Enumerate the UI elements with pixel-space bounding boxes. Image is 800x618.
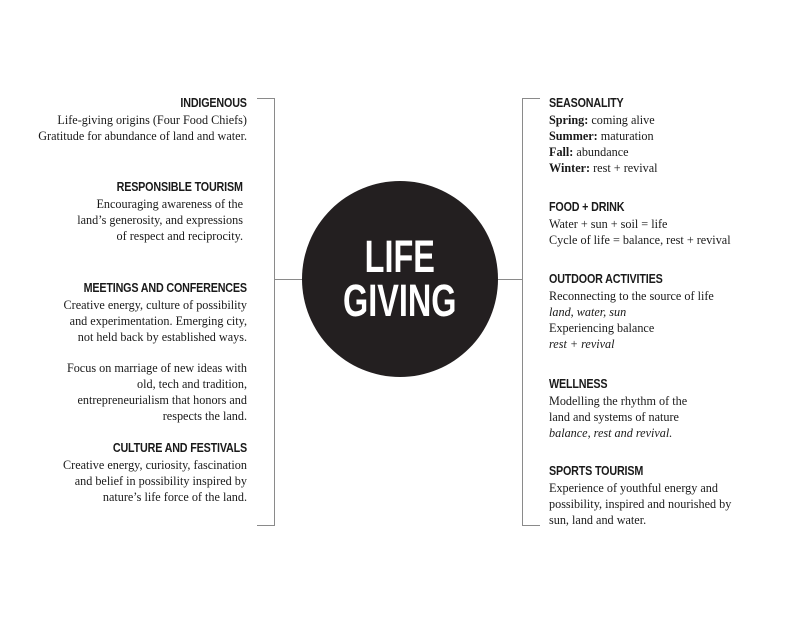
responsible-tourism-heading: RESPONSIBLE TOURISM: [116, 180, 243, 194]
meetings-conferences-line: old, tech and tradition,: [137, 377, 247, 391]
right-connector-line: [496, 279, 523, 280]
meetings-conferences-block: [57, 280, 247, 345]
seasonality-heading: SEASONALITY: [549, 96, 624, 110]
culture-festivals-line: Creative energy, curiosity, fascination: [63, 458, 247, 472]
center-title-line-1: LIFE: [364, 231, 436, 282]
responsible-tourism-line: Encouraging awareness of the: [96, 197, 243, 211]
outdoor-activities-heading: OUTDOOR ACTIVITIES: [549, 272, 663, 286]
sports-tourism-block: [549, 463, 731, 528]
wellness-line: balance, rest and revival.: [549, 426, 673, 440]
culture-festivals-heading: CULTURE AND FESTIVALS: [112, 441, 248, 455]
meetings-conferences-line: respects the land.: [162, 409, 247, 423]
indigenous-heading: INDIGENOUS: [180, 96, 247, 110]
wellness-block: [549, 376, 687, 441]
meetings-conferences-heading: MEETINGS AND CONFERENCES: [83, 281, 247, 295]
indigenous-block: [38, 95, 247, 144]
season-label: Spring:: [549, 113, 589, 127]
wellness-line: Modelling the rhythm of the: [549, 394, 688, 408]
culture-festivals-line: nature’s life force of the land.: [102, 490, 247, 504]
left-connector-line: [274, 279, 304, 280]
food-drink-heading: FOOD + DRINK: [549, 200, 625, 214]
sports-tourism-line: Experience of youthful energy and: [549, 481, 718, 495]
food-drink-line: Cycle of life = balance, rest + revival: [549, 233, 731, 247]
meetings-conferences-line: Creative energy, culture of possibility: [63, 298, 247, 312]
outdoor-activities-line: Experiencing balance: [549, 321, 655, 335]
seasonality-block: [549, 95, 658, 176]
right-bracket: [522, 98, 540, 526]
indigenous-line: Gratitude for abundance of land and water.: [38, 129, 247, 143]
sports-tourism-line: possibility, inspired and nourished by: [549, 497, 732, 511]
responsible-tourism-line: land’s generosity, and expressions: [77, 213, 243, 227]
seasonality-entry: [549, 128, 658, 144]
seasonality-entry: [549, 112, 658, 128]
seasonality-entry: [549, 144, 658, 160]
outdoor-activities-line: Reconnecting to the source of life: [549, 289, 714, 303]
meetings-conferences-line: entrepreneurialism that honors and: [77, 393, 247, 407]
responsible-tourism-block: [77, 179, 243, 244]
meetings-conferences-line: not held back by established ways.: [77, 330, 247, 344]
season-label: Fall:: [549, 145, 574, 159]
left-bracket: [257, 98, 275, 526]
sports-tourism-heading: SPORTS TOURISM: [549, 464, 644, 478]
sports-tourism-line: sun, land and water.: [549, 513, 647, 527]
culture-festivals-line: and belief in possibility inspired by: [74, 474, 247, 488]
meetings-conferences-block-2: [67, 360, 247, 424]
food-drink-line: Water + sun + soil = life: [549, 217, 668, 231]
meetings-conferences-line: Focus on marriage of new ideas with: [66, 361, 247, 375]
outdoor-activities-block: [549, 271, 714, 352]
indigenous-line: Life-giving origins (Four Food Chiefs): [57, 113, 247, 127]
food-drink-block: [549, 199, 731, 248]
wellness-heading: WELLNESS: [549, 377, 608, 391]
season-text: maturation: [597, 129, 654, 143]
season-text: coming alive: [588, 113, 655, 127]
season-label: Winter:: [549, 161, 591, 175]
season-label: Summer:: [549, 129, 598, 143]
responsible-tourism-line: of respect and reciprocity.: [116, 229, 243, 243]
outdoor-activities-line: land, water, sun: [549, 305, 627, 319]
center-title-line-2: GIVING: [343, 275, 457, 326]
season-text: abundance: [573, 145, 629, 159]
season-text: rest + revival: [590, 161, 658, 175]
wellness-line: land and systems of nature: [549, 410, 679, 424]
meetings-conferences-line: and experimentation. Emerging city,: [69, 314, 247, 328]
culture-festivals-block: [63, 440, 247, 505]
seasonality-entry: [549, 160, 658, 176]
outdoor-activities-line: rest + revival: [549, 337, 615, 351]
center-circle: [302, 181, 498, 377]
